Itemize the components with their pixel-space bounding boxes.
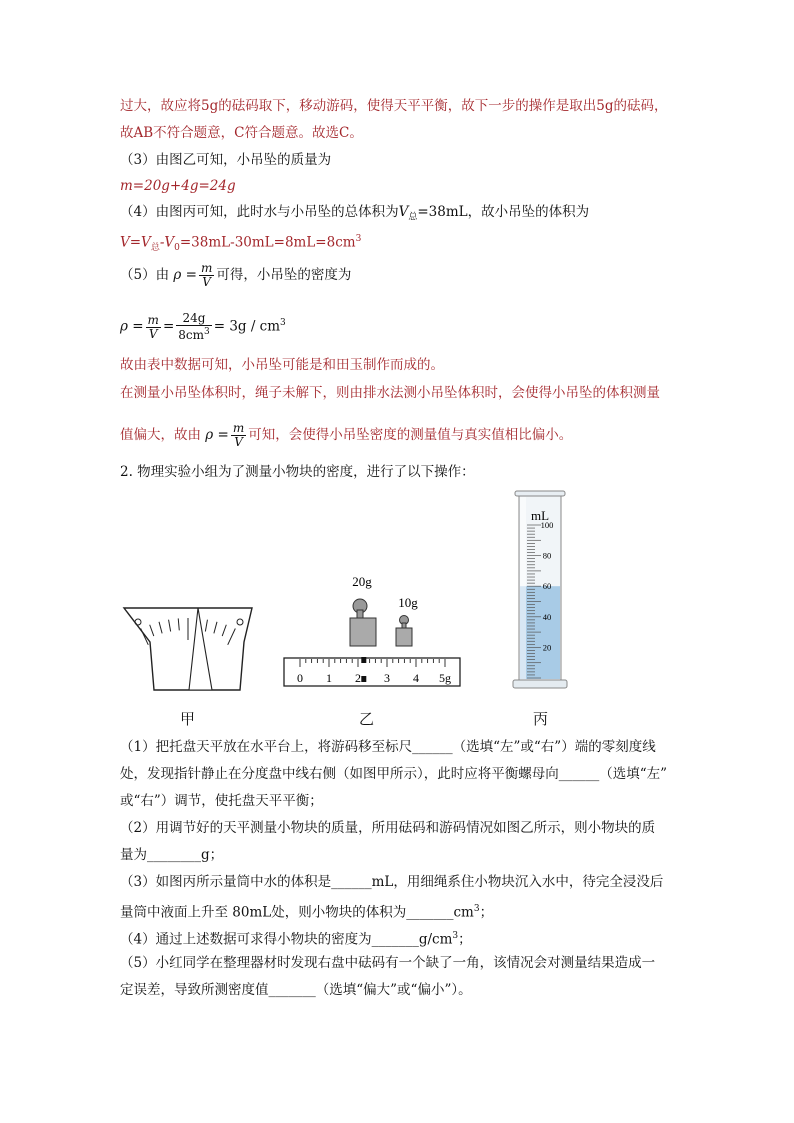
solution-step5-label: （5）由 ρ = $\frac{m}{V}$ 可得，小吊坠的密度为 xyxy=(120,261,352,289)
figure-yi-balance xyxy=(280,570,470,700)
ruler-tick-label: 4 xyxy=(413,671,419,685)
weight-20g xyxy=(350,618,376,646)
label-bing: 丙 xyxy=(533,710,549,728)
ruler-tick-label: 1 xyxy=(326,671,332,685)
question-4: （4）通过上述数据可求得小物块的密度为$\_\_\_\_\_\_\_g/cm^3$； xyxy=(120,931,472,948)
cylinder-tick-label: 40 xyxy=(542,611,552,622)
weight-10g-label: 10g xyxy=(398,595,418,610)
question-1-line-1: （1）把托盘天平放在水平台上，将游码移至标尺______（选填“左”或“右”）端的零刻度线 xyxy=(120,739,656,755)
question-5-line-1: （5）小红同学在整理器材时发现右盘中砝码有一个缺了一角，该情况会对测量结果造成一 xyxy=(120,955,656,971)
solution-step4-label: （4）由图丙可知，此时水与小吊坠的总体积为$V_总=38mL$，故小吊坠的体积为 xyxy=(120,204,590,223)
label-jia: 甲 xyxy=(180,710,196,728)
solution-line-1: 过大，故应将5g的砝码取下，移动游码，使得天平平衡，故下一步的操作是取出5g的砝码， xyxy=(120,98,668,114)
question-2-line-1: （2）用调节好的天平测量小物块的质量，所用砝码和游码情况如图乙所示，则小物块的质 xyxy=(120,820,656,836)
question-1-line-3: 或“右”）调节，使托盘天平平衡； xyxy=(120,793,323,809)
cylinder-lip xyxy=(515,491,565,496)
solution-conclusion: 故由表中数据可知，小吊坠可能是和田玉制作而成的。 xyxy=(120,357,444,373)
figure-jia-dial xyxy=(118,590,258,700)
ruler-tick-label: 2 xyxy=(355,671,361,685)
cylinder-base xyxy=(513,680,567,688)
question-1-line-2: 处，发现指针静止在分度盘中线右侧（如图甲所示），此时应将平衡螺母向______（选填“左” xyxy=(120,766,668,782)
cylinder-unit: mL xyxy=(530,508,550,523)
ruler-tick-label: 5g xyxy=(439,671,451,685)
rider-top xyxy=(361,657,366,663)
density-calculation: ρ = $\frac{m}{V}$ = $\frac{24g}{8cm^3}$ = $3g / cm^3$ xyxy=(120,311,286,342)
question-3-line-2: 量筒中液面上升至 80mL处，则小物块的体积为$\_\_\_\_\_\_\_cm^3$； xyxy=(120,904,494,921)
solution-step3-label: （3）由图乙可知，小吊坠的质量为 xyxy=(120,152,332,168)
question-2-line-2: 量为________g； xyxy=(120,847,224,863)
rider-bottom xyxy=(361,676,366,682)
question-intro: 2. 物理实验小组为了测量小物块的密度，进行了以下操作： xyxy=(120,464,475,480)
solution-step4-eq: $V=V_总-V_0=38mL-30mL=8mL=8cm^3$ xyxy=(120,234,362,254)
density-formula: $\frac{m}{V}$ xyxy=(200,261,213,289)
question-5-line-2: 定误差，导致所测密度值_______（选填“偏大”或“偏小”）。 xyxy=(120,982,472,998)
weight-20g-label: 20g xyxy=(352,574,372,589)
ruler-tick-label: 0 xyxy=(297,671,303,685)
solution-step3-eq xyxy=(120,176,236,196)
figure-bing-cylinder xyxy=(505,488,585,698)
label-yi: 乙 xyxy=(359,710,375,728)
question-3-line-1: （3）如图丙所示量筒中水的体积是______mL，用细绳系住小物块沉入水中，待完全浸没后 xyxy=(120,874,664,890)
ruler-tick-label: 3 xyxy=(384,671,390,685)
cylinder-tick-label: 100 xyxy=(540,520,554,530)
cylinder-tick-label: 20 xyxy=(542,642,552,653)
weight-10g xyxy=(396,628,412,646)
cylinder-tick-label: 80 xyxy=(542,550,552,561)
solution-error-1: 在测量小吊坠体积时，绳子未解下，则由排水法测小吊坠体积时，会使得小吊坠的体积测量 xyxy=(120,385,660,401)
cylinder-tick-label: 60 xyxy=(542,581,552,592)
solution-line-2: 故AB不符合题意，C符合题意。故选C。 xyxy=(120,125,363,141)
solution-error-2: 值偏大，故由 ρ = $\frac{m}{V}$ 可知，会使得小吊坠密度的测量值与真实值相比偏小。 xyxy=(120,421,573,449)
mass-equation: m=20g+4g=24g xyxy=(120,178,236,194)
